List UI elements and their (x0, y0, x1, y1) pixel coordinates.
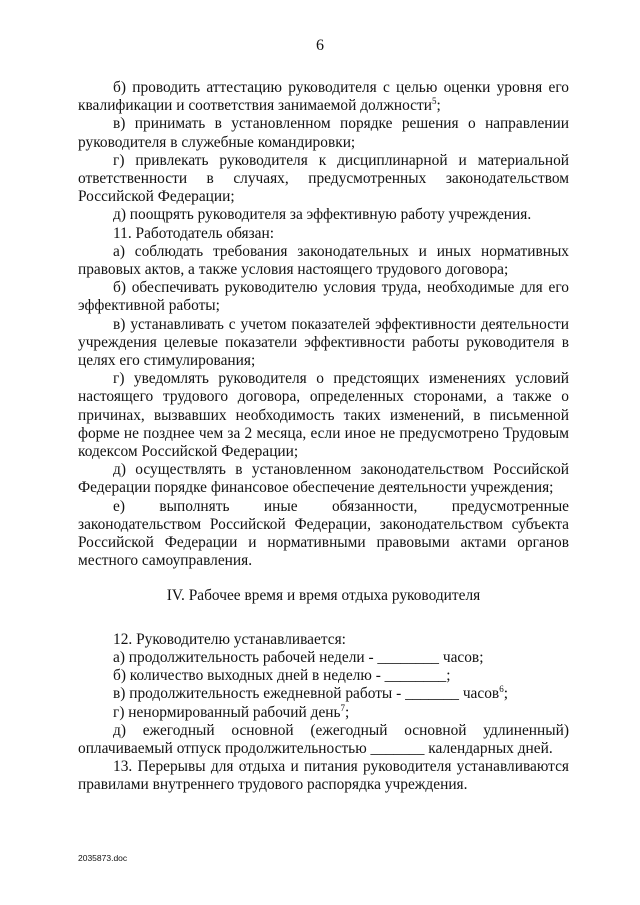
paragraph-12v-end: ; (503, 685, 508, 703)
paragraph-12v (78, 685, 569, 703)
paragraph-10b-text: б) проводить аттестацию руководителя с целью оценки уровня его квалификации и соответствия занимаемой должности (78, 79, 569, 115)
file-name-footer: 2035873.doc (78, 853, 128, 863)
paragraph-13: 13. Перерывы для отдыха и питания руководителя устанавливаются правилами внутреннего трудового распорядка учреждения. (78, 758, 569, 794)
paragraph-12g-end: ; (345, 703, 350, 721)
paragraph-11d: д) осуществлять в установленном законодательством Российской Федерации порядке финансовое обеспечение деятельности учреждения; (78, 461, 569, 497)
page-number: 6 (316, 37, 324, 54)
paragraph-10b (78, 79, 569, 115)
paragraph-12d: д) ежегодный основной (ежегодный основной удлиненный) оплачиваемый отпуск продолжительностью _______ календарных дней. (78, 721, 569, 757)
paragraph-12g-text: г) ненормированный рабочий день (113, 703, 341, 721)
paragraph-11b: б) обеспечивать руководителю условия труда, необходимые для его эффективной работы; (78, 279, 569, 315)
paragraph-11v: в) устанавливать с учетом показателей эффективности деятельности учреждения целевые показатели эффективности работы руководителя в целях его стимулирования; (78, 315, 569, 370)
paragraph-10d: д) поощрять руководителя за эффективную работу учреждения. (113, 206, 532, 224)
paragraph-11: 11. Работодатель обязан: (113, 224, 275, 242)
footnote-ref-7: 7 (340, 702, 346, 713)
paragraph-10v: в) принимать в установленном порядке решения о направлении руководителя в служебные командировки; (78, 115, 569, 151)
section-heading: IV. Рабочее время и время отдыха руководителя (166, 587, 481, 605)
paragraph-12v-text: в) продолжительность ежедневной работы - _______ часов (113, 685, 500, 703)
paragraph-10g: г) привлекать руководителя к дисциплинарной и материальной ответственности в случаях, предусмотренных законодательством Российской Федерации; (78, 151, 569, 206)
paragraph-12b: б) количество выходных дней в неделю - ________; (113, 667, 451, 685)
footnote-ref-5: 5 (431, 96, 437, 107)
document-body (78, 79, 569, 795)
paragraph-12: 12. Руководителю устанавливается: (113, 630, 346, 648)
paragraph-11g: г) уведомлять руководителя о предстоящих изменениях условий настоящего трудового договора, определенных сторонами, а также о причинах, вызвавших необходимость таких изменений, в письменной форме не позднее чем за 2 месяца, если иное не предусмотрено Трудовым кодексом Российской Федерации; (78, 370, 569, 461)
paragraph-10b-end: ; (436, 97, 441, 115)
paragraph-11a: а) соблюдать требования законодательных и иных нормативных правовых актов, а также условия настоящего трудового договора; (78, 242, 569, 279)
paragraph-12a: а) продолжительность рабочей недели - ________ часов; (113, 648, 484, 666)
paragraph-11e: е) выполнять иные обязанности, предусмотренные законодательством Российской Федерации, законодательством субъекта Российской Федерации и нормативными правовыми актами органов местного самоуправления. (78, 497, 569, 570)
paragraph-12g (78, 704, 569, 722)
footnote-ref-6: 6 (499, 684, 504, 695)
